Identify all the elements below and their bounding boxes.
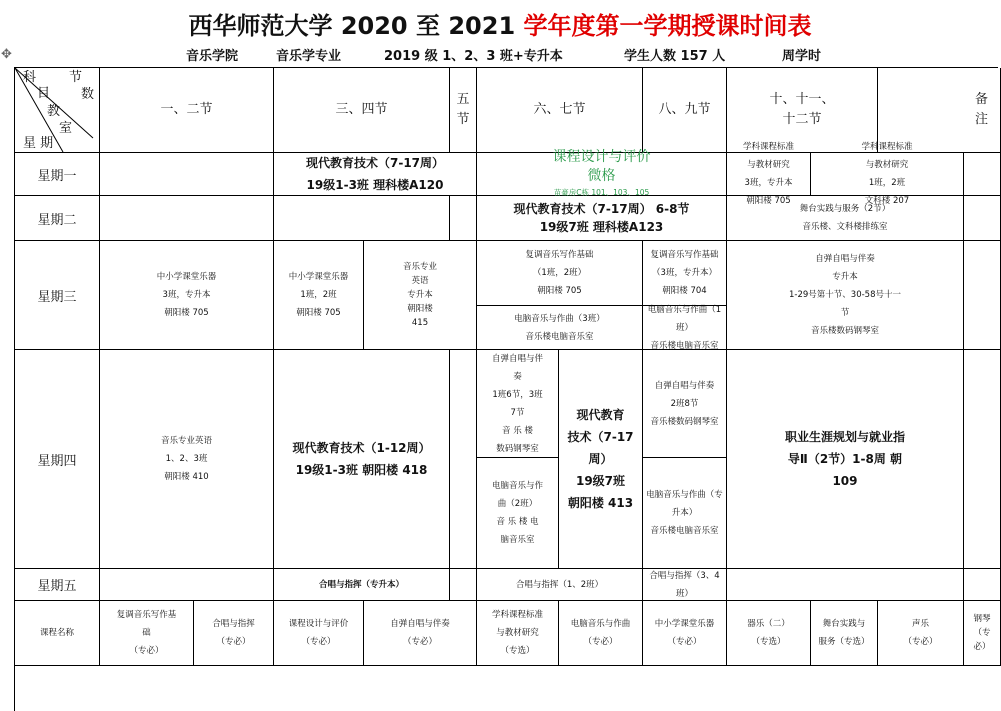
header-period-8-9: 八、九节 [643, 68, 727, 153]
page-title [0, 6, 1000, 46]
course-names-label: 课程名称 [15, 601, 100, 666]
fri-notes [964, 569, 1001, 601]
corner-label-2: 目 [37, 86, 51, 101]
fri-period-1-2 [100, 569, 274, 601]
corner-label-4: 室 [59, 121, 73, 136]
fri-period-6-7: 合唱与指挥（1、2班） [477, 569, 643, 601]
mon-period-10-12-b: 学科课程标准 与教材研究 1班，2班 文科楼 207 [811, 153, 964, 196]
thu-notes [964, 350, 1001, 569]
thu-period-8-9-a: 自弹自唱与伴奏 2班8节 音乐楼数码钢琴室 [643, 350, 727, 458]
thu-period-6-7-c: 电脑音乐与作 曲（2班） 音 乐 楼 电 脑音乐室 [477, 458, 559, 569]
title-part-1: 西华师范大学 2020 至 2021 [188, 12, 524, 40]
course-item: 合唱与指挥 （专必） [194, 601, 274, 666]
fri-period-8-9: 合唱与指挥（3、4班） [643, 569, 727, 601]
course-item: 声乐 （专必） [878, 601, 964, 666]
thu-period-5 [450, 350, 477, 569]
fri-period-5 [450, 569, 477, 601]
course-item: 自弹自唱与伴奏 （专必） [364, 601, 477, 666]
mon-room: 苗豪房C栋 101、103、105 [553, 188, 650, 197]
thu-period-3-4: 现代教育技术（1-12周） 19级1-3班 朝阳楼 418 [274, 350, 450, 569]
tue-period-1-2 [100, 196, 274, 241]
day-thursday: 星期四 [15, 350, 100, 569]
course-item: 学科课程标准 与教材研究 （专选） [477, 601, 559, 666]
header-period-3-4: 三、四节 [274, 68, 450, 153]
weekly-hours-label: 周学时 [782, 49, 822, 64]
corner-label-7: 星 期 [23, 136, 54, 151]
wed-period-3-5: 音乐专业 英语 专升本 朝阳楼 415 [364, 241, 477, 350]
mon-microteaching: 微格 [587, 168, 616, 184]
move-handle-icon[interactable]: ✥ [1, 47, 12, 62]
classes-label: 2019 级 1、2、3 班+专升本 [384, 49, 563, 64]
day-tuesday: 星期二 [15, 196, 100, 241]
mon-course-design: 课程设计与评价 [552, 149, 651, 165]
fri-period-3-4: 合唱与指挥（专升本） [274, 569, 450, 601]
title-part-2: 学年度第一学期授课时间表 [523, 12, 812, 40]
thu-period-1-2: 音乐专业英语 1、2、3班 朝阳楼 410 [100, 350, 274, 569]
wed-period-10-12: 自弹自唱与伴奏 专升本 1-29号第十节、30-58号十一 节 音乐楼数码钢琴室 [727, 241, 964, 350]
day-wednesday: 星期三 [15, 241, 100, 350]
course-item: 舞台实践与 服务（专选） [811, 601, 878, 666]
course-item: 课程设计与评价 （专必） [274, 601, 364, 666]
thu-period-10-12: 职业生涯规划与就业指 导Ⅱ（2节）1-8周 朝 109 [727, 350, 964, 569]
tue-notes [964, 196, 1001, 241]
header-period-10-12: 十、十一、 十二节 [727, 68, 878, 153]
wed-notes [964, 241, 1001, 350]
course-item: 中小学课堂乐器 （专必） [643, 601, 727, 666]
wed-period-1-2: 中小学课堂乐器 3班，专升本 朝阳楼 705 [100, 241, 274, 350]
mon-period-6-9 [477, 149, 727, 197]
corner-label-6: 数 [81, 87, 95, 102]
tue-period-5 [450, 196, 477, 241]
header-notes: 备 注 [878, 68, 1001, 153]
thu-period-8-9-b: 电脑音乐与作曲（专升本） 音乐楼电脑音乐室 [643, 458, 727, 569]
corner-label-1: 科 [23, 70, 37, 85]
day-monday: 星期一 [15, 153, 100, 196]
tue-period-6-9: 现代教育技术（7-17周） 6-8节 19级7班 理科楼A123 [477, 196, 727, 241]
mon-period-3-4: 现代教育技术（7-17周） 19级1-3班 理科楼A120 [274, 153, 477, 196]
mon-notes [964, 153, 1001, 196]
wed-period-8-9-a: 复调音乐写作基础 （3班，专升本） 朝阳楼 704 [643, 241, 727, 306]
tue-period-10-12: 舞台实践与服务（2节） 音乐楼、文科楼排练室 [727, 196, 964, 241]
tue-period-3-4 [274, 196, 450, 241]
course-item: 电脑音乐与作曲 （专必） [559, 601, 643, 666]
mon-period-1-2 [100, 153, 274, 196]
course-item: 钢琴 （专 必） [964, 601, 1001, 666]
header-period-6-7: 六、七节 [477, 68, 643, 153]
thu-period-6-7-b: 现代教育 技术（7-17 周） 19级7班 朝阳楼 413 [559, 350, 643, 569]
corner-label-3: 教 [47, 104, 61, 119]
wed-period-3-4: 中小学课堂乐器 1班，2班 朝阳楼 705 [274, 241, 364, 350]
students-label: 学生人数 157 人 [624, 49, 726, 64]
mon-period-10-12-a: 学科课程标准 与教材研究 3班，专升本 朝阳楼 705 [727, 153, 811, 196]
course-item: 器乐（二） （专选） [727, 601, 811, 666]
timetable [14, 67, 998, 711]
major-label: 音乐学专业 [276, 49, 342, 64]
corner-cell [15, 68, 100, 153]
college-label: 音乐学院 [186, 49, 239, 64]
corner-label-5: 节 [69, 70, 83, 85]
fri-period-10-12 [727, 569, 964, 601]
header-period-5: 五 节 [450, 68, 477, 153]
header-period-1-2: 一、二节 [100, 68, 274, 153]
course-item: 复调音乐写作基 础 （专必） [100, 601, 194, 666]
wed-period-6-7-a: 复调音乐写作基础 （1班，2班） 朝阳楼 705 [477, 241, 643, 306]
day-friday: 星期五 [15, 569, 100, 601]
thu-period-6-7-a: 自弹自唱与伴 奏 1班6节，3班 7节 音 乐 楼 数码钢琴室 [477, 350, 559, 458]
wed-period-6-7-b: 电脑音乐与作曲（3班） 音乐楼电脑音乐室 [477, 306, 643, 350]
wed-period-8-9-b: 电脑音乐与作曲（1班） 音乐楼电脑音乐室 [643, 306, 727, 350]
